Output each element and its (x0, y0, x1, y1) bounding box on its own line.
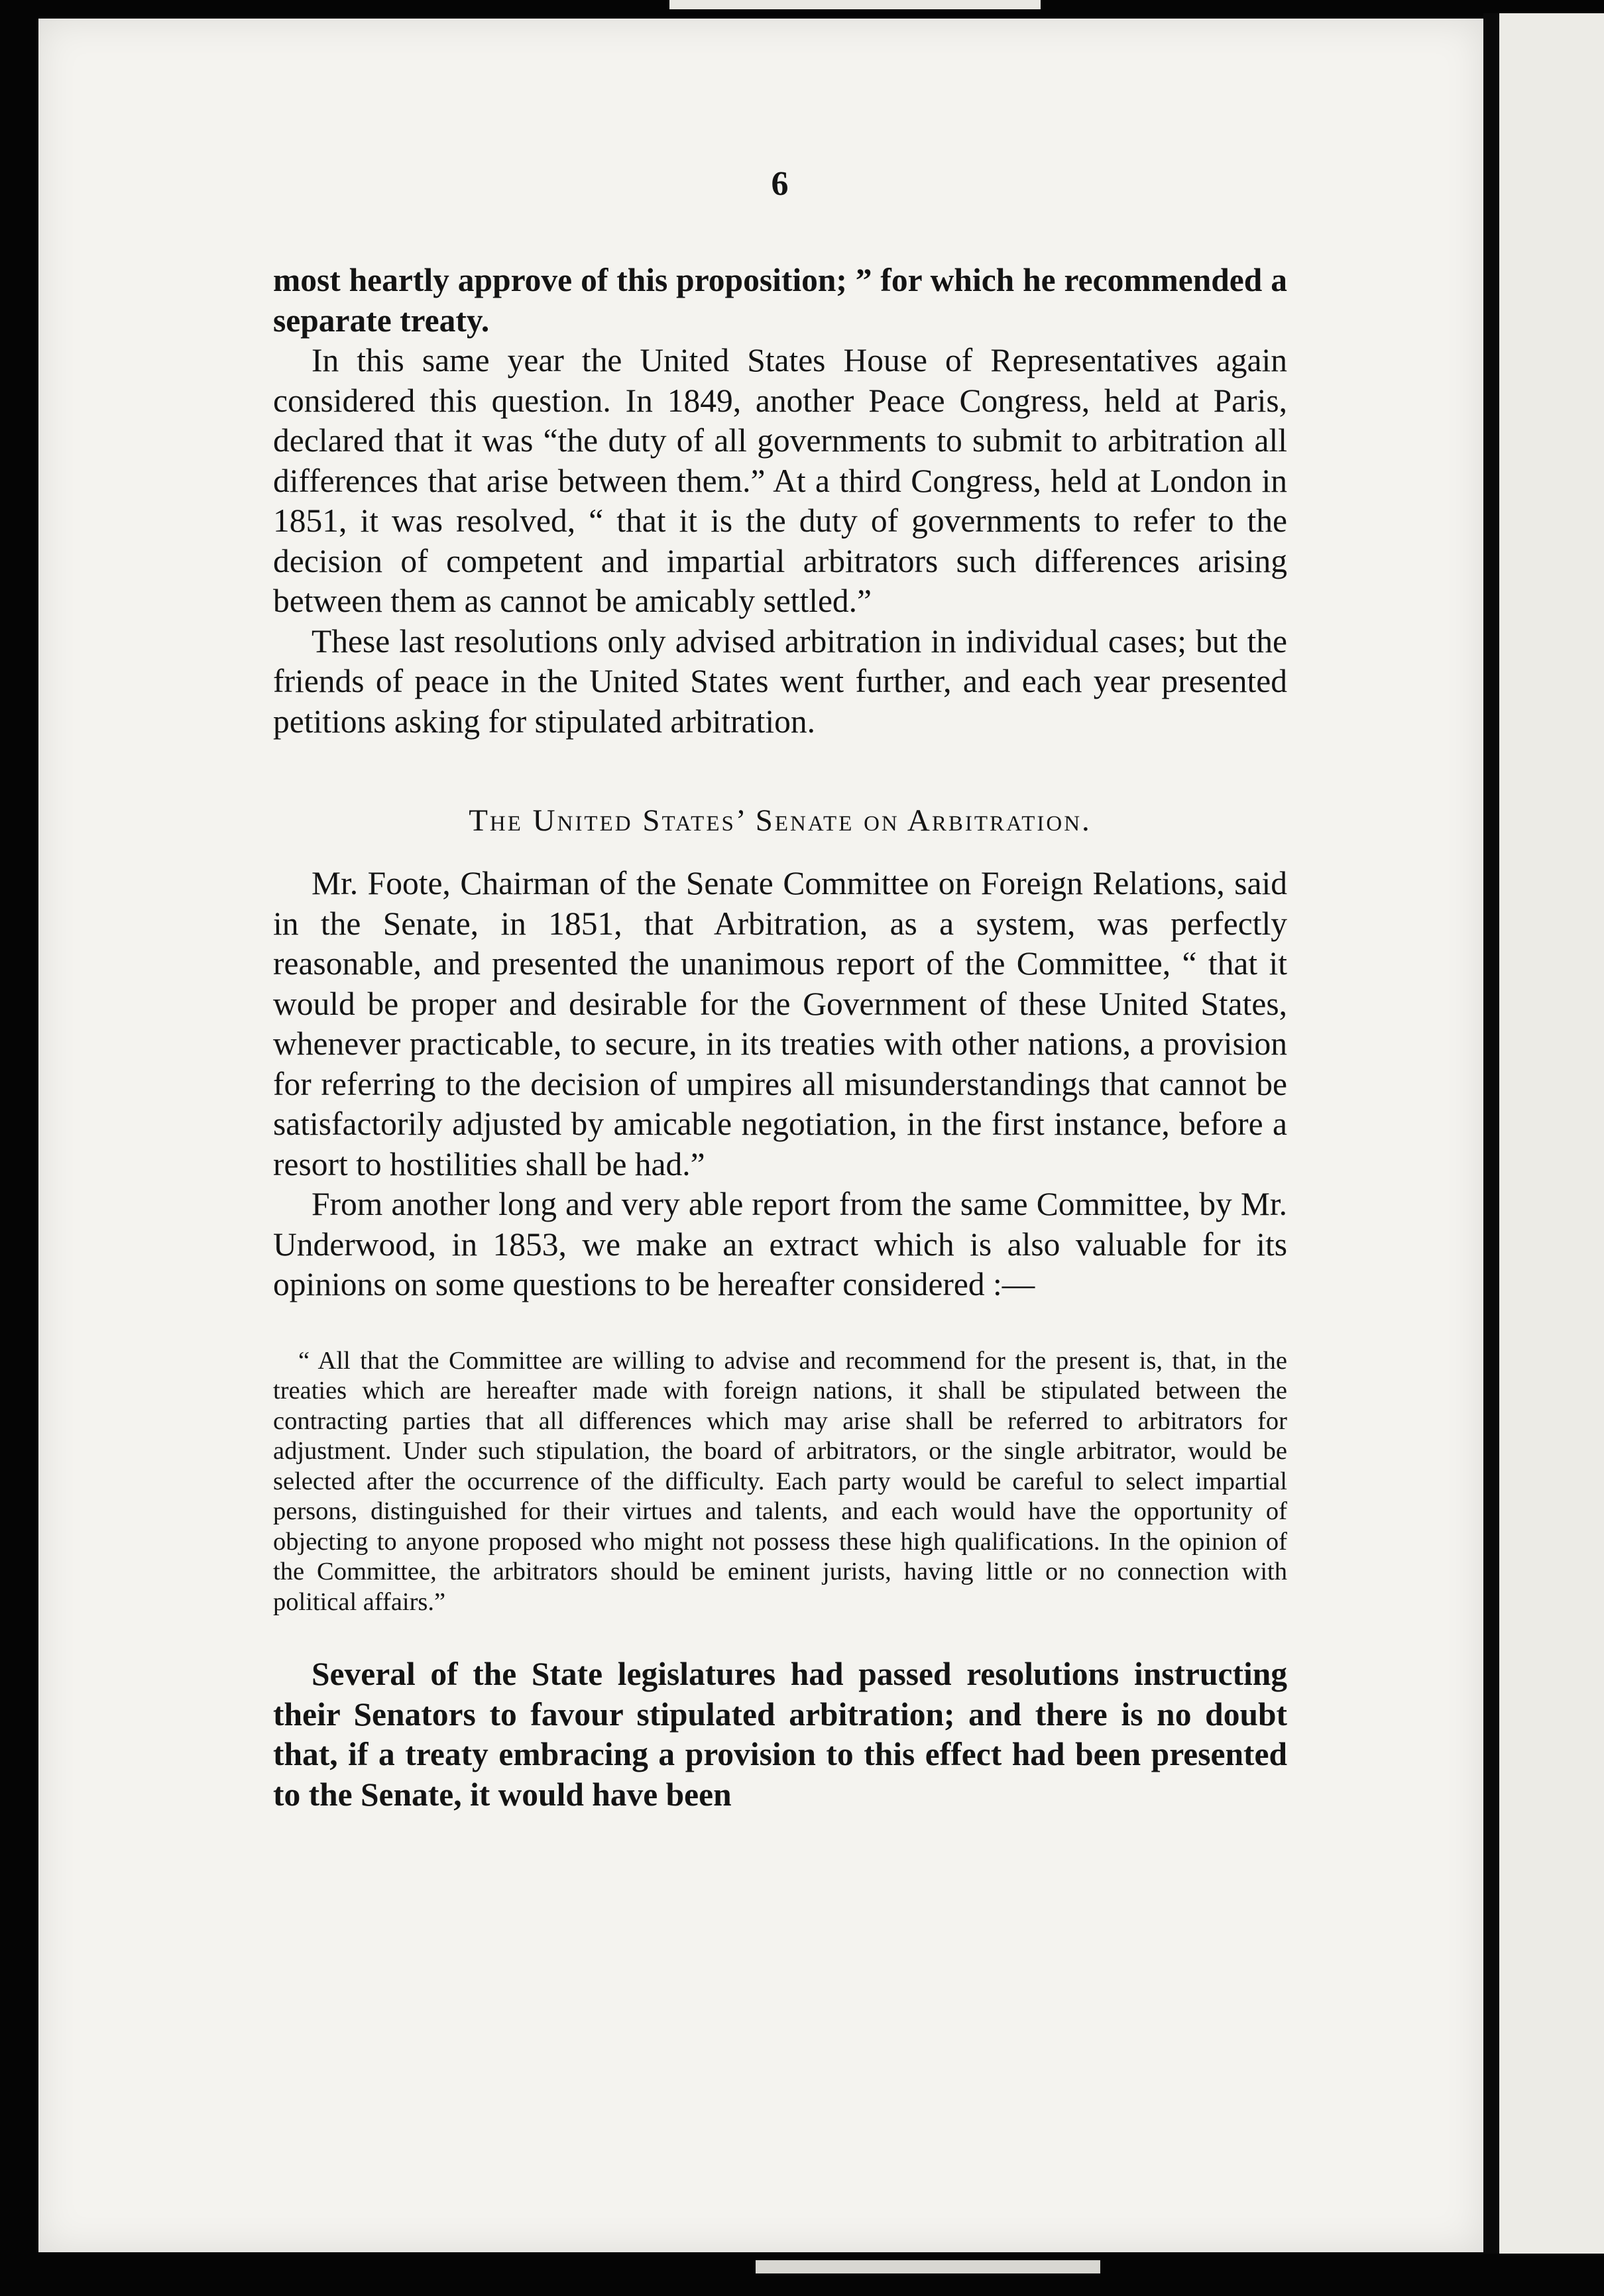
paragraph-mr-foote: Mr. Foote, Chairman of the Senate Committee on Foreign Relations, said in the Senate, in 1851, that Arbitration, as a system, was perfectly reasonable, and presented the unanimous report of the Committee, “ that it would be proper and desirable for the Government of these United States, whenever practicable, to secure, in its treaties with other nations, a provision for referring to the decision of umpires all misunderstandings that cannot be satisfactorily adjusted by amicable negotiation, in the first instance, before a resort to hostilities shall be had.” (273, 865, 1287, 1182)
paragraph-house-of-representatives: In this same year the United States House of Representatives again considered this question. In 1849, another Peace Congress, held at Paris, declared that it was “the duty of all governments to submit to arbitration all differences that arise between them.” At a third Congress, held at London in 1851, it was resolved, “ that it is the duty of governments to refer to the decision of competent and impartial arbitrators such differences arising between them as cannot be amicably settled.” (273, 342, 1287, 619)
section-heading: The United States’ Senate on Arbitration. (469, 803, 1092, 838)
paragraph-resolutions: These last resolutions only advised arbitration in individual cases; but the friends of peace in the United States went further, and each year presented petitions asking for stipulated arbitration. (273, 622, 1287, 740)
block-quote-committee: “ All that the Committee are willing to advise and recommend for the present is, that, in the treaties which are hereafter made with foreign nations, it shall be stipulated between the contracting parties that all differences which may arise shall be referred to arbitrators for adjustment. Under such stipulation, the board of arbitrators, or the single arbitrator, would be selected after the occurrence of the difficulty. Each party would be careful to select impartial persons, distinguished for their virtues and talents, and each would have the opportunity of objecting to anyone proposed who might not possess these high qualifications. In the opinion of the Committee, the arbitrators should be eminent jurists, having little or no connection with political affairs.” (273, 1346, 1287, 1616)
scan-artifact-bottom (756, 2260, 1100, 2273)
bold-paragraph-block (273, 1654, 1287, 1815)
page-number: 6 (771, 165, 789, 203)
adjacent-page-edge (1499, 13, 1604, 2254)
paragraph-underwood-report: From another long and very able report from the same Committee, by Mr. Underwood, in 1853, we make an extract which is also valuable for its opinions on some questions to be hereafter considered :— (273, 1186, 1287, 1302)
page-content (273, 164, 1287, 1815)
paragraph-state-legislatures: Several of the State legislatures had passed resolutions instructing their Senators to favour stipulated arbitration; and there is no doubt that, if a treaty embracing a provision to this effect had been presented to the Senate, it would have been (273, 1656, 1287, 1813)
scan-artifact-top (669, 0, 1041, 9)
paragraph-continued: most heartly approve of this proposition; ” for which he recommended a separate treaty. (273, 262, 1287, 339)
page-gutter (1483, 13, 1499, 2254)
